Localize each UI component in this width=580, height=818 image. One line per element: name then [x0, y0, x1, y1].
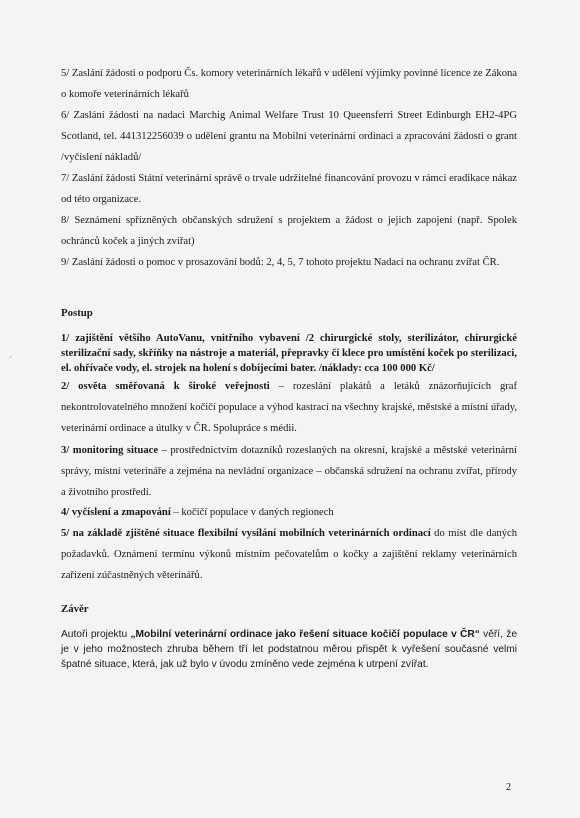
- zaver-project-title: „Mobilní veterinární ordinace jako řešení situace kočičí populace v ČR“: [130, 629, 480, 640]
- zaver-pre: Autoři projektu: [61, 629, 131, 640]
- zaver-text: [61, 627, 517, 672]
- postup-step-2: [61, 376, 517, 439]
- postup-step-1: 1/ zajištění většího AutoVanu, vnitřního vybavení /2 chirurgické stoly, sterilizátor, chirurgické sterilizační sady, skříňky na nástroje a materiál, přepravky či klece pro umístění koček po sterilizaci, el. ohřívače vody, el. strojek na holení s dobíjecími bater. /náklady: cca 100 000 Kč/: [61, 333, 517, 374]
- step-3-bold: 3/ monitoring situace: [61, 445, 159, 456]
- paragraph-7: 7/ Zaslání žádosti Státní veterinární správě o trvale udržitelné financování provozu v rámci eradikace nákaz od této organizace.: [61, 173, 517, 205]
- step-4-text: – kočičí populace v daných regionech: [170, 507, 334, 518]
- step-4-bold: 4/ vyčíslení a zmapování: [61, 507, 171, 518]
- postup-step-5: [61, 523, 517, 586]
- paragraph-6: 6/ Zaslání žádosti na nadaci Marchig Animal Welfare Trust 10 Queensferri Street Edinburgh EH2-4PG Scotland, tel. 441312256039 o udělení grantu na Mobilní veterinární ordinaci a zpracování žádosti o grant /vyčíslení nákladů/: [61, 110, 517, 163]
- postup-step-3: [61, 440, 517, 503]
- postup-step-4: [61, 502, 517, 523]
- postup-heading: Postup: [61, 307, 93, 319]
- zaver-post: věří, že je v jeho možnostech zhruba během tří let podstatnou měrou přispět k vyřešení současné velmi špatné situace, která, jak už bylo v úvodu zmíněno vede zejména k utrpení zvířat.: [61, 629, 517, 670]
- paragraph-5: 5/ Zaslání žádosti o podporu Čs. komory veterinárních lékařů v udělení výjimky povinné licence ze Zákona o komoře veterinárních lékařů: [61, 68, 517, 100]
- scan-speck: ´: [9, 355, 12, 365]
- step-2-text: – rozeslání plakátů a letáků znázorňujících graf nekontrolovatelného množení kočičí populace a výhod kastrací na všechny krajské, městské a místní úřady, veterinární ordinace a útulky v ČR. Spolupráce s médii.: [61, 381, 518, 434]
- step-5-bold: 5/ na základě zjištěné situace flexibilní vysílání mobilních veterinárních ordinací: [61, 528, 431, 539]
- zaver-heading: Závěr: [61, 603, 89, 615]
- step-5-text: do míst dle daných požadavků. Oznámení termínu výkonů místním pečovatelům o kočky a zajištění reklamy veterinárních zařízení zúčastněných věterinářů.: [61, 528, 517, 581]
- page-number: 2: [506, 782, 511, 793]
- paragraph-9: 9/ Zaslání žádosti o pomoc v prosazování bodů: 2, 4, 5, 7 tohoto projektu Nadaci na ochranu zvířat ČR.: [61, 257, 500, 268]
- step-2-bold: 2/ osvěta směřovaná k široké veřejnosti: [61, 381, 270, 392]
- paragraph-8: 8/ Seznámení spřízněných občanských sdružení s projektem a žádost o jejich zapojení (např. Spolek ochránců koček a jiných zvířat): [61, 215, 517, 247]
- step-3-text: – prostřednictvím dotazníků rozeslaných na okresní, krajské a městské veterinární správy, místní veterináře a zejména na nevládní organizace – občanská sdružení na ochranu zvířat, přírody a životního prostředí.: [61, 445, 517, 498]
